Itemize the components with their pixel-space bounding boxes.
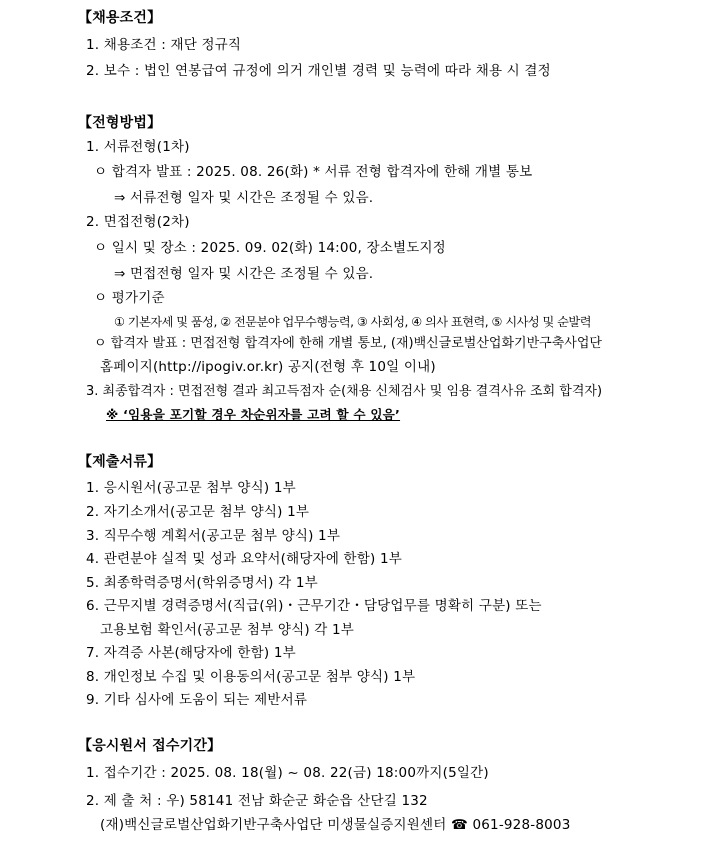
interview-note: ⇒ 면접전형 일자 및 시간은 조정될 수 있음.	[114, 266, 374, 282]
documents-item-6: 6. 근무지별 경력증명서(직급(위)・근무기간・담당업무를 명확히 구분) 또는	[86, 598, 542, 614]
documents-item-6-cont: 고용보험 확인서(공고문 첨부 양식) 각 1부	[100, 622, 355, 638]
interview-announcement-1: ㅇ 합격자 발표 : 면접전형 합격자에 한해 개별 통보, (재)백신글로벌산업화기반구축사업단	[94, 336, 602, 351]
period-item-2: 2. 제 출 처 : 우) 58141 전남 화순군 화순읍 산단길 132	[86, 793, 428, 809]
process-heading: 【전형방법】	[78, 115, 162, 131]
document-screening-note: ⇒ 서류전형 일자 및 시간은 조정될 수 있음.	[114, 190, 374, 206]
documents-item-7: 7. 자격증 사본(해당자에 한함) 1부	[86, 645, 296, 661]
final-selection-title: 3. 최종합격자 : 면접전형 결과 최고득점자 순(채용 신체검사 및 임용 결격사유 조회 합격자)	[86, 384, 603, 399]
documents-item-8: 8. 개인정보 수집 및 이용동의서(공고문 첨부 양식) 1부	[86, 669, 416, 685]
documents-item-4: 4. 관련분야 실적 및 성과 요약서(해당자에 한함) 1부	[86, 551, 403, 567]
evaluation-criteria-label: ㅇ 평가기준	[94, 290, 165, 306]
conditions-item-2: 2. 보수 : 법인 연봉급여 규정에 의거 개인별 경력 및 능력에 따라 채용 시 결정	[86, 63, 551, 79]
final-selection-note: ※ ‘임용을 포기할 경우 차순위자를 고려 할 수 있음’	[106, 407, 401, 422]
period-contact: (재)백신글로벌산업화기반구축사업단 미생물실증지원센터 ☎ 061-928-8003	[100, 817, 571, 833]
document-screening-announcement: ㅇ 합격자 발표 : 2025. 08. 26(화) * 서류 전형 합격자에 한해 개별 통보	[94, 164, 533, 180]
interview-announcement-2: 홈페이지(http://ipogiv.or.kr) 공지(전형 후 10일 이내)	[100, 359, 436, 375]
documents-item-2: 2. 자기소개서(공고문 첨부 양식) 1부	[86, 504, 310, 520]
evaluation-criteria-text: ① 기본자세 및 품성, ② 전문분야 업무수행능력, ③ 사회성, ④ 의사 표현력, ⑤ 시사성 및 순발력	[114, 315, 591, 329]
documents-item-9: 9. 기타 심사에 도움이 되는 제반서류	[86, 692, 308, 708]
period-item-1: 1. 접수기간 : 2025. 08. 18(월) ~ 08. 22(금) 18:00까지(5일간)	[86, 765, 489, 781]
documents-item-1: 1. 응시원서(공고문 첨부 양식) 1부	[86, 480, 296, 496]
conditions-item-1: 1. 채용조건 : 재단 정규직	[86, 37, 242, 53]
documents-item-3: 3. 직무수행 계획서(공고문 첨부 양식) 1부	[86, 528, 341, 544]
documents-item-5: 5. 최종학력증명서(학위증명서) 각 1부	[86, 575, 318, 591]
document-screening-title: 1. 서류전형(1차)	[86, 139, 190, 155]
documents-heading: 【제출서류】	[78, 454, 162, 470]
interview-title: 2. 면접전형(2차)	[86, 214, 190, 230]
interview-date-place: ㅇ 일시 및 장소 : 2025. 09. 02(화) 14:00, 장소별도지정	[94, 240, 446, 256]
conditions-heading: 【채용조건】	[78, 10, 162, 26]
period-heading: 【응시원서 접수기간】	[78, 738, 222, 754]
